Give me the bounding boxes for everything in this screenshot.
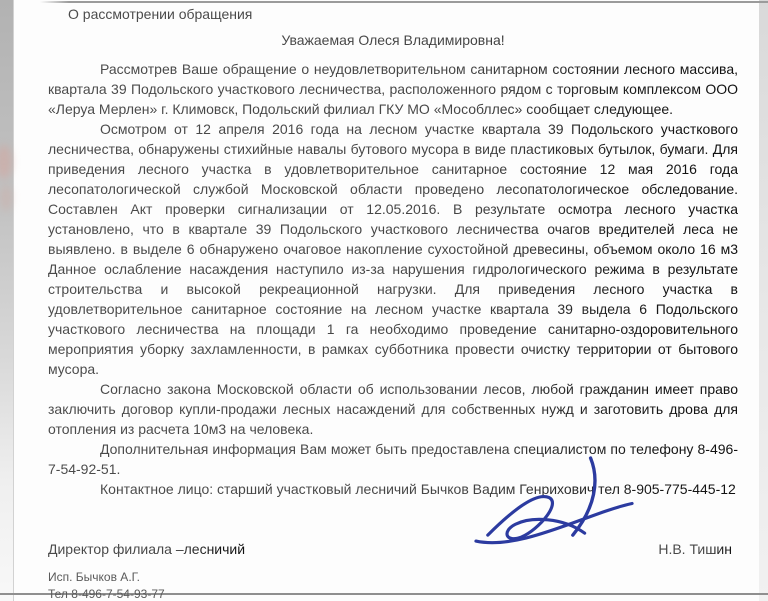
executor-block — [48, 569, 738, 601]
signature-block — [48, 539, 738, 559]
salutation: Уважаемая Олеся Владимировна! — [48, 30, 738, 50]
signer-name: Н.В. Тишин — [658, 539, 738, 559]
body-paragraph-inspection: Осмотром от 12 апреля 2016 года на лесном участке квартала 39 Подольского участкового лесничества, обнаружены стихийные навалы бутового мусора в виде пластиковых бутылок, бумаги. Для приведения лесного участка в удовлетворительное санитарное состояние 12 мая 2016 года лесопатологической службой Московской области проведено лесопатологическое обследование. Составлен Акт проверки сигнализации от 12.05.2016. В результате осмотра лесного участка установлено, что в квартале 39 Подольского участкового лесничества очагов вредителей леса не выявлено. в выделе 6 обнаружено очаговое накопление сухостойной древесины, объемом около 16 м3 Данное ослабление насаждения наступило из-за нарушения гидрологического режима в результате строительства и высокой рекреационной нагрузки. Для приведения лесного участка в удовлетворительное санитарное состояние на лесном участке квартала 39 выдела 6 Подольского участкового лесничества на площади 1 га необходимо проведение санитарно-оздоровительного мероприятия уборку захламленности, в рамках субботника провести очистку территории от бытового мусора. — [48, 121, 738, 377]
executor-name: Исп. Бычков А.Г. — [48, 570, 141, 584]
executor-phone: Тел 8-496-7-54-93-77 — [48, 587, 165, 601]
scan-edge-right — [759, 0, 768, 601]
subject-line: О рассмотрении обращения — [68, 4, 738, 24]
signer-position: Директор филиала –лесничий — [48, 541, 246, 557]
body-paragraph-law: Согласно закона Московской области об использовании лесов, любой гражданин имеет право заключить договор купли-продажи лесных насаждений для собственных нужд и заготовить дрова для отопления из расчета 10м3 на человека. — [48, 381, 738, 437]
letter-body — [48, 2, 738, 601]
scan-edge-left — [0, 0, 13, 601]
scan-edge-left-line — [13, 0, 14, 601]
body-paragraph-additional-info: Дополнительная информация Вам может быть предоставлена специалистом по телефону 8-496-7-54-92-51. — [48, 441, 738, 477]
body-paragraph-intro: Рассмотрев Ваше обращение о неудовлетворительном санитарном состоянии лесного массива, квартала 39 Подольского участкового лесничества, расположенного рядом с торговым комплексом ООО «Леруа Мерлен» г. Климовск, Подольский филиал ГКУ МО «Мособллес» сообщает следующее. — [48, 61, 738, 117]
body-paragraph-contact-person: Контактное лицо: старший участковый лесничий Бычков Вадим Генрихович тел 8-905-775-445-12 — [48, 479, 738, 499]
